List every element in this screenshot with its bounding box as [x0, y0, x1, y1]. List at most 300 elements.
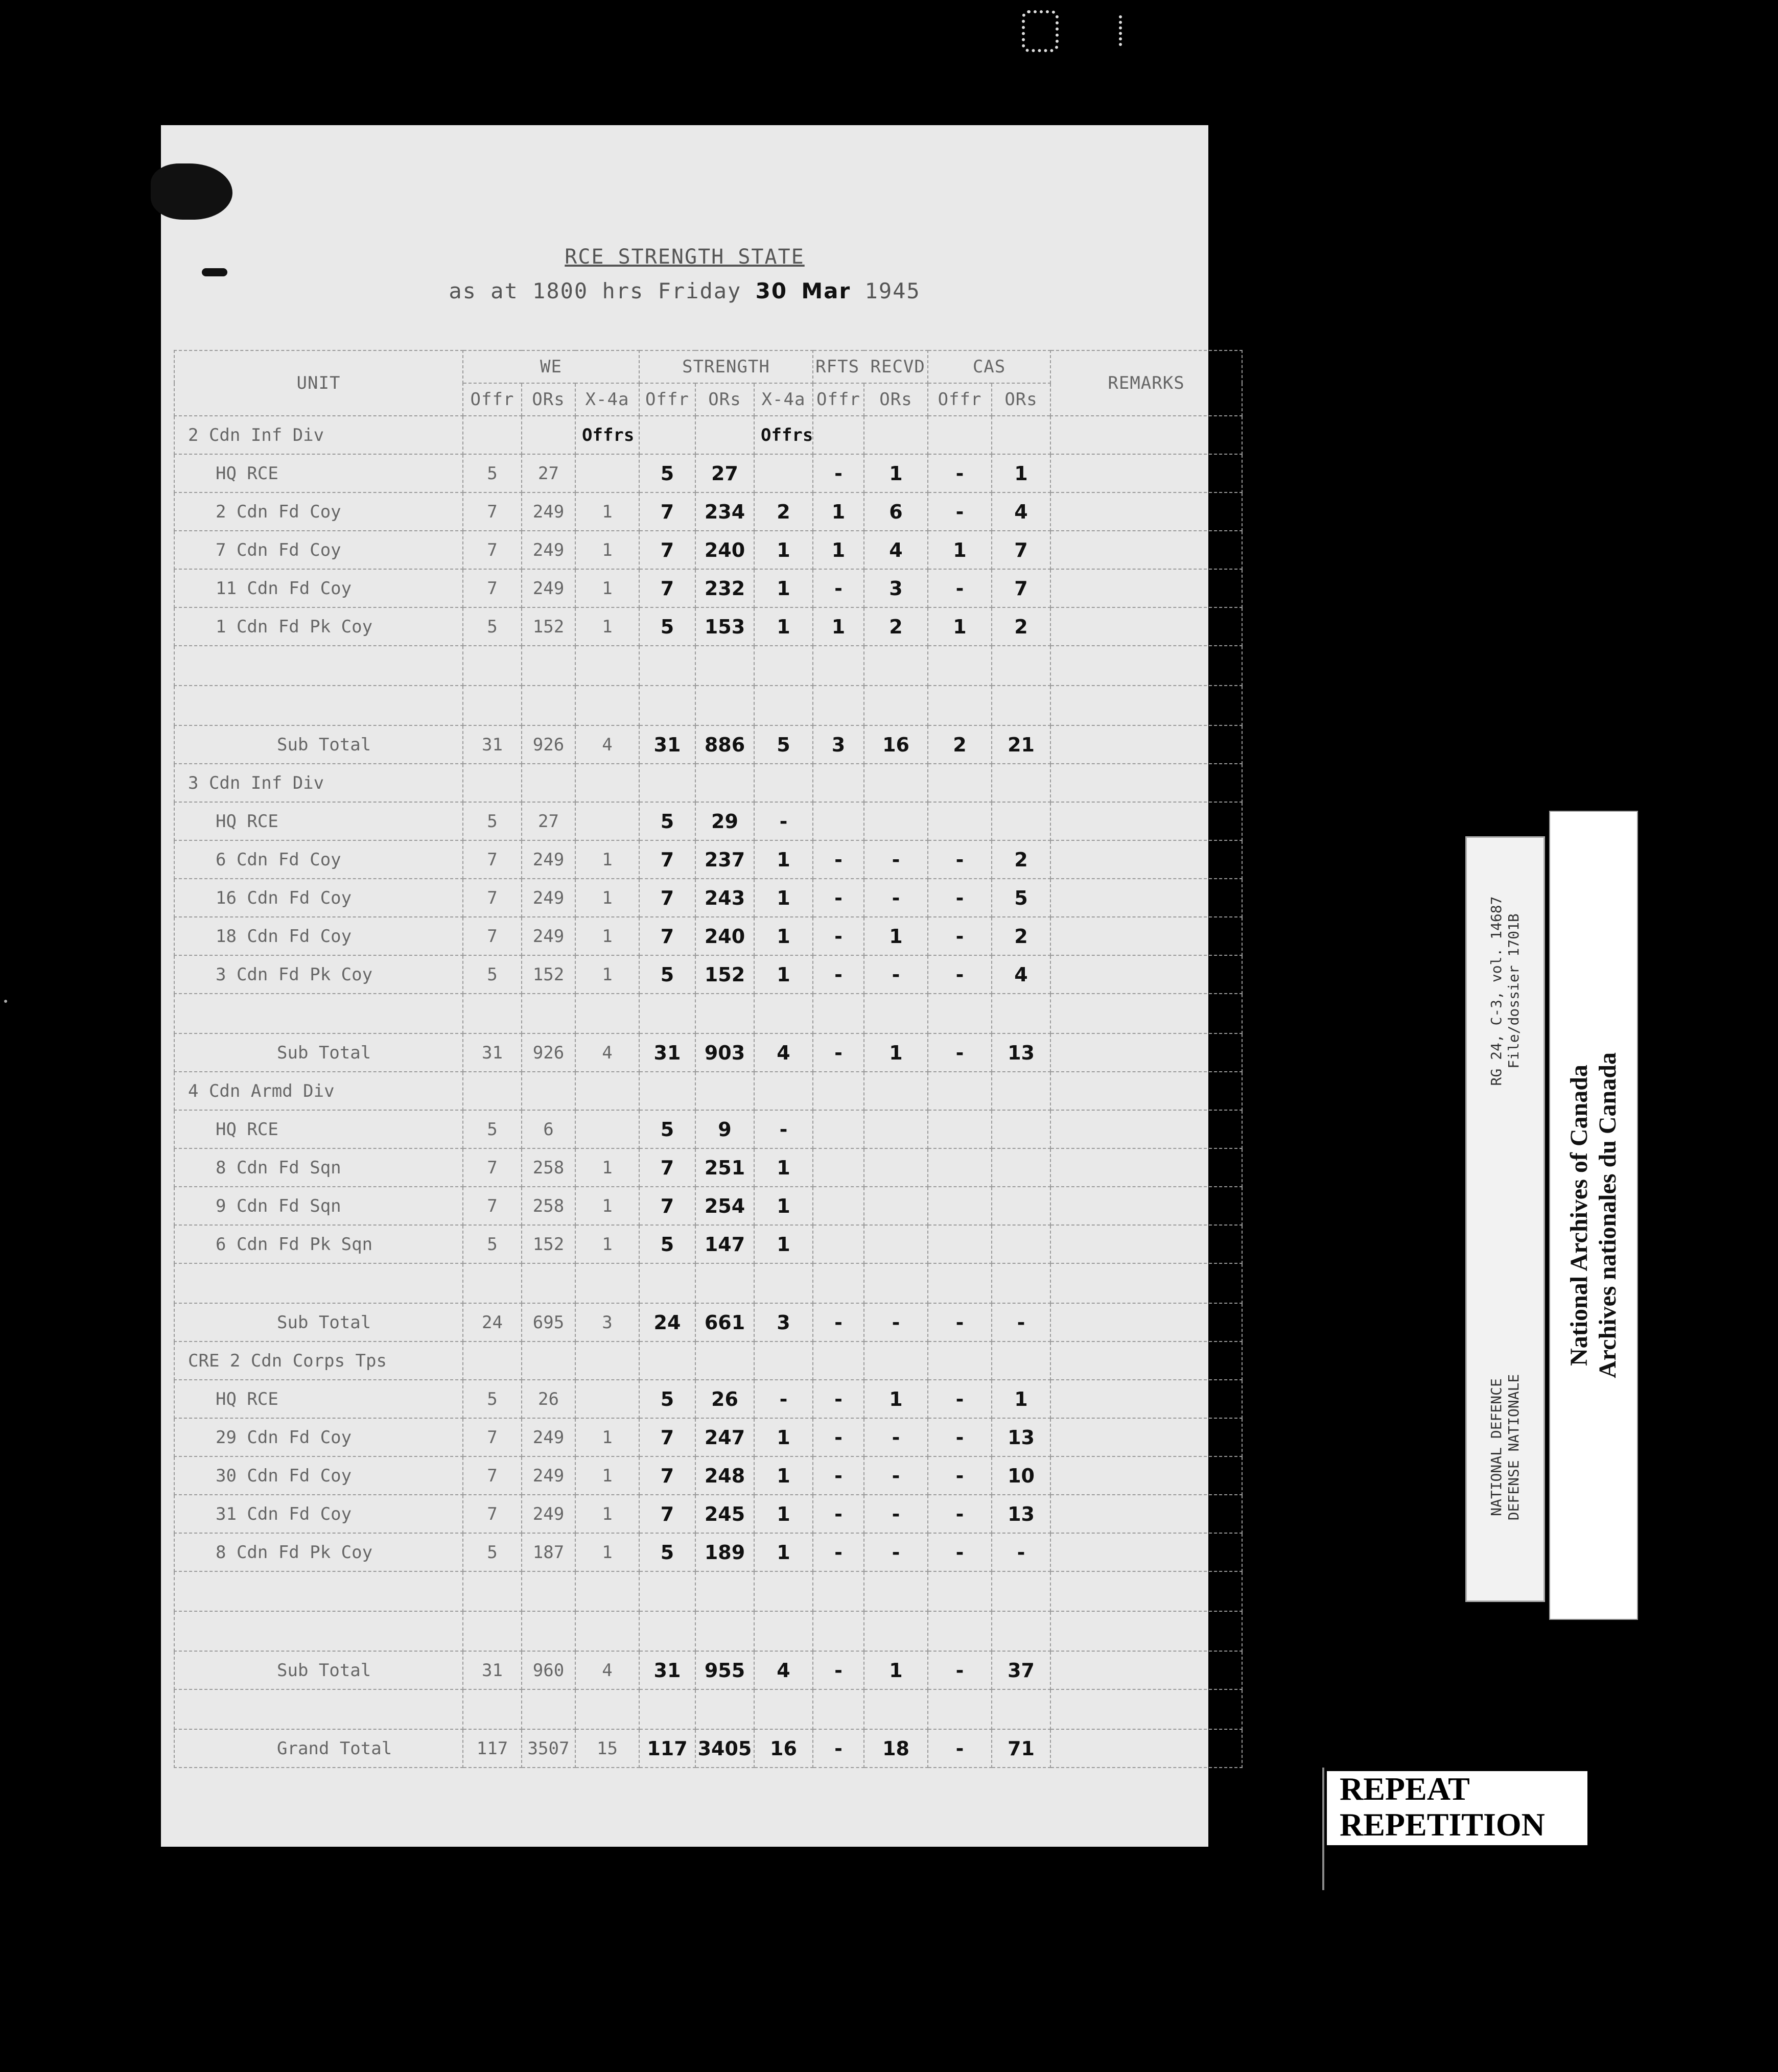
table-cell [754, 764, 813, 802]
table-cell: 5 [639, 607, 695, 646]
table-row [174, 1651, 1242, 1689]
table-row [174, 1380, 1242, 1418]
table-cell: - [928, 1495, 992, 1533]
table-cell: - [928, 1303, 992, 1341]
table-row [174, 492, 1242, 531]
table-cell [813, 1072, 864, 1110]
subheader-str-offr: Offr [639, 383, 695, 416]
unit-label: 9 Cdn Fd Sqn [174, 1187, 463, 1225]
table-cell [695, 1689, 754, 1729]
table-cell [813, 802, 864, 840]
table-cell: 5 [639, 454, 695, 492]
table-cell [992, 1571, 1050, 1611]
total-label: Sub Total [174, 1651, 463, 1689]
table-cell: 1 [575, 1187, 639, 1225]
table-cell [864, 802, 928, 840]
header-we: WE [463, 350, 639, 383]
table-cell [928, 1187, 992, 1225]
remarks-cell [1050, 879, 1242, 917]
table-cell: - [928, 1651, 992, 1689]
table-cell [928, 764, 992, 802]
unit-label: HQ RCE [174, 1380, 463, 1418]
table-cell: - [864, 1533, 928, 1571]
table-cell [813, 1571, 864, 1611]
table-row [174, 994, 1242, 1033]
table-cell: 7 [639, 1418, 695, 1456]
table-cell [463, 1072, 522, 1110]
table-cell [864, 1148, 928, 1187]
table-cell: 7 [639, 569, 695, 607]
table-cell: 117 [463, 1729, 522, 1768]
table-cell [463, 1689, 522, 1729]
table-cell: 27 [522, 454, 575, 492]
header-rfts-recvd: RFTS RECVD [813, 350, 928, 383]
table-cell [575, 646, 639, 686]
table-cell [813, 764, 864, 802]
table-cell [695, 764, 754, 802]
table-cell [992, 1187, 1050, 1225]
table-cell: 7 [463, 1148, 522, 1187]
table-cell: 2 [992, 607, 1050, 646]
table-cell: 1 [813, 607, 864, 646]
table-cell [992, 1263, 1050, 1303]
table-cell [864, 686, 928, 725]
subheader-rfts-ors: ORs [864, 383, 928, 416]
table-cell: - [928, 569, 992, 607]
document-date-line [161, 278, 1208, 303]
table-cell: 5 [463, 607, 522, 646]
table-cell: 7 [639, 917, 695, 955]
table-cell [864, 1611, 928, 1651]
subheader-rfts-offr: Offr [813, 383, 864, 416]
table-cell: 695 [522, 1303, 575, 1341]
table-cell [522, 1689, 575, 1729]
table-cell: 4 [575, 1651, 639, 1689]
subheader-str-x4a: X-4a [754, 383, 813, 416]
table-cell: - [864, 955, 928, 994]
table-cell: 24 [463, 1303, 522, 1341]
table-cell [575, 802, 639, 840]
table-row [174, 607, 1242, 646]
table-cell [928, 686, 992, 725]
table-cell: 1 [754, 531, 813, 569]
remarks-cell [1050, 802, 1242, 840]
table-cell: 258 [522, 1187, 575, 1225]
table-cell: 1 [575, 1225, 639, 1263]
table-cell: 1 [754, 1456, 813, 1495]
table-cell [639, 1263, 695, 1303]
remarks-cell [1050, 1263, 1242, 1303]
table-cell: 258 [522, 1148, 575, 1187]
table-cell [463, 1263, 522, 1303]
archive-ref-line2: File/dossier 1701B [1505, 913, 1522, 1069]
remarks-cell [1050, 607, 1242, 646]
table-cell [864, 1072, 928, 1110]
table-cell: 237 [695, 840, 754, 879]
table-cell: - [754, 802, 813, 840]
table-cell: 1 [575, 607, 639, 646]
table-cell: 1 [575, 840, 639, 879]
table-cell: 251 [695, 1148, 754, 1187]
table-cell: 926 [522, 1033, 575, 1072]
table-cell [695, 416, 754, 454]
table-cell [928, 1110, 992, 1148]
table-cell: 187 [522, 1533, 575, 1571]
table-cell: 31 [639, 1033, 695, 1072]
table-cell: 249 [522, 492, 575, 531]
table-cell [695, 1611, 754, 1651]
table-cell: 232 [695, 569, 754, 607]
header-cas: CAS [928, 350, 1050, 383]
table-cell [928, 1263, 992, 1303]
table-cell: 29 [695, 802, 754, 840]
remarks-cell [1050, 531, 1242, 569]
table-row [174, 1456, 1242, 1495]
table-cell: 5 [463, 454, 522, 492]
table-cell: 1 [575, 879, 639, 917]
table-cell: 1 [754, 1187, 813, 1225]
table-row [174, 1611, 1242, 1651]
table-cell [813, 1148, 864, 1187]
header-strength: STRENGTH [639, 350, 813, 383]
stamp-line2: REPETITION [1340, 1806, 1545, 1843]
table-cell: 249 [522, 569, 575, 607]
remarks-cell [1050, 416, 1242, 454]
table-cell: 240 [695, 531, 754, 569]
unit-label [174, 1689, 463, 1729]
table-cell: 1 [575, 955, 639, 994]
table-cell [813, 994, 864, 1033]
table-cell: - [813, 1033, 864, 1072]
table-cell: 886 [695, 725, 754, 764]
table-cell [639, 1689, 695, 1729]
table-cell [992, 1341, 1050, 1380]
subheader-we-ors: ORs [522, 383, 575, 416]
table-row [174, 1187, 1242, 1225]
table-cell [992, 1689, 1050, 1729]
table-cell [754, 1571, 813, 1611]
table-cell: 4 [754, 1651, 813, 1689]
table-cell: - [813, 955, 864, 994]
remarks-cell [1050, 1611, 1242, 1651]
table-row [174, 416, 1242, 454]
table-cell: 7 [463, 569, 522, 607]
remarks-cell [1050, 569, 1242, 607]
table-cell: 7 [463, 1418, 522, 1456]
table-cell: 254 [695, 1187, 754, 1225]
table-cell: 1 [754, 840, 813, 879]
table-cell [575, 686, 639, 725]
header-unit: UNIT [174, 350, 463, 416]
table-cell: 7 [463, 1456, 522, 1495]
remarks-cell [1050, 725, 1242, 764]
table-row [174, 1689, 1242, 1729]
table-cell [864, 994, 928, 1033]
table-cell: - [928, 879, 992, 917]
table-cell: - [864, 1418, 928, 1456]
table-cell [639, 1571, 695, 1611]
table-cell [575, 1263, 639, 1303]
table-cell: - [813, 917, 864, 955]
table-cell: 1 [864, 1033, 928, 1072]
table-cell: 31 [463, 1033, 522, 1072]
table-cell: 5 [639, 1533, 695, 1571]
table-cell [522, 686, 575, 725]
table-row [174, 1033, 1242, 1072]
table-cell [928, 1072, 992, 1110]
table-cell: 1 [864, 917, 928, 955]
table-cell: 21 [992, 725, 1050, 764]
table-cell [639, 416, 695, 454]
table-cell: 955 [695, 1651, 754, 1689]
archive-reference-card [1465, 836, 1545, 1602]
table-row [174, 764, 1242, 802]
table-cell: 10 [992, 1456, 1050, 1495]
remarks-cell [1050, 1110, 1242, 1148]
table-cell [754, 1689, 813, 1729]
table-cell: 5 [463, 955, 522, 994]
table-cell: 9 [695, 1110, 754, 1148]
table-cell [864, 1225, 928, 1263]
table-cell: - [813, 1729, 864, 1768]
table-cell: 7 [463, 492, 522, 531]
table-cell [928, 1225, 992, 1263]
film-marks [1017, 5, 1139, 56]
remarks-cell [1050, 1225, 1242, 1263]
table-cell: - [813, 569, 864, 607]
unit-label: 3 Cdn Fd Pk Coy [174, 955, 463, 994]
offrs-label: Offrs [754, 416, 813, 454]
table-cell: 31 [463, 725, 522, 764]
table-cell: - [813, 1303, 864, 1341]
table-row [174, 569, 1242, 607]
table-cell: 7 [463, 1187, 522, 1225]
table-row [174, 1495, 1242, 1533]
table-cell [813, 1187, 864, 1225]
table-cell: - [813, 1456, 864, 1495]
remarks-cell [1050, 1303, 1242, 1341]
table-cell [992, 686, 1050, 725]
table-cell: 13 [992, 1495, 1050, 1533]
table-cell [992, 994, 1050, 1033]
table-cell: 249 [522, 1495, 575, 1533]
table-cell: 1 [575, 569, 639, 607]
table-cell: - [754, 1110, 813, 1148]
table-cell: 234 [695, 492, 754, 531]
table-cell: 240 [695, 917, 754, 955]
table-cell: - [992, 1533, 1050, 1571]
title-text: RCE STRENGTH STATE [565, 245, 805, 269]
table-row [174, 531, 1242, 569]
table-cell: 661 [695, 1303, 754, 1341]
table-cell: 5 [463, 1110, 522, 1148]
table-cell [754, 1611, 813, 1651]
table-cell: 5 [639, 955, 695, 994]
table-cell [754, 686, 813, 725]
table-cell: 6 [864, 492, 928, 531]
table-cell: 2 [992, 917, 1050, 955]
table-cell [813, 1611, 864, 1651]
table-cell [754, 1072, 813, 1110]
archive-reference [1467, 838, 1543, 1144]
table-cell: 27 [522, 802, 575, 840]
unit-label: 6 Cdn Fd Coy [174, 840, 463, 879]
table-row [174, 1729, 1242, 1768]
table-cell: 1 [575, 492, 639, 531]
table-cell: 926 [522, 725, 575, 764]
table-cell [992, 1148, 1050, 1187]
table-cell: 7 [639, 531, 695, 569]
table-cell [463, 646, 522, 686]
remarks-cell [1050, 1571, 1242, 1611]
table-cell: 3507 [522, 1729, 575, 1768]
remarks-cell [1050, 764, 1242, 802]
table-cell: 7 [992, 569, 1050, 607]
table-cell: 71 [992, 1729, 1050, 1768]
table-cell: 1 [575, 1533, 639, 1571]
table-cell [575, 454, 639, 492]
total-label: Sub Total [174, 725, 463, 764]
table-cell [864, 1571, 928, 1611]
unit-label: 18 Cdn Fd Coy [174, 917, 463, 955]
table-cell: 2 [928, 725, 992, 764]
division-label: 2 Cdn Inf Div [174, 416, 463, 454]
table-row [174, 1303, 1242, 1341]
table-cell [928, 1148, 992, 1187]
unit-label [174, 1611, 463, 1651]
archive-ref-line1: RG 24, C-3, vol. 14687 [1488, 896, 1505, 1086]
subheader-str-ors: ORs [695, 383, 754, 416]
table-cell [928, 1611, 992, 1651]
table-cell [575, 764, 639, 802]
table-cell [813, 1341, 864, 1380]
table-cell: - [813, 1533, 864, 1571]
table-row [174, 1110, 1242, 1148]
table-cell: - [864, 1303, 928, 1341]
table-cell: 243 [695, 879, 754, 917]
table-cell [864, 1689, 928, 1729]
remarks-cell [1050, 454, 1242, 492]
unit-label: 1 Cdn Fd Pk Coy [174, 607, 463, 646]
table-cell: - [813, 1651, 864, 1689]
table-cell: - [992, 1303, 1050, 1341]
table-cell: 249 [522, 531, 575, 569]
remarks-cell [1050, 1729, 1242, 1768]
unit-label: 7 Cdn Fd Coy [174, 531, 463, 569]
table-row [174, 646, 1242, 686]
table-cell: 249 [522, 1418, 575, 1456]
unit-label: 2 Cdn Fd Coy [174, 492, 463, 531]
table-cell: - [928, 1456, 992, 1495]
remarks-cell [1050, 840, 1242, 879]
table-cell: 7 [463, 879, 522, 917]
table-cell [575, 1380, 639, 1418]
unit-label [174, 994, 463, 1033]
remarks-cell [1050, 1148, 1242, 1187]
table-cell: 189 [695, 1533, 754, 1571]
table-row [174, 1148, 1242, 1187]
table-cell: 153 [695, 607, 754, 646]
table-cell: 1 [813, 531, 864, 569]
table-cell: - [928, 1033, 992, 1072]
table-cell: 903 [695, 1033, 754, 1072]
nac-line2: Archives nationales du Canada [1594, 1052, 1621, 1378]
table-cell: 1 [575, 1495, 639, 1533]
table-cell [575, 1110, 639, 1148]
table-cell: 37 [992, 1651, 1050, 1689]
table-cell: 1 [754, 1225, 813, 1263]
table-cell: 1 [754, 955, 813, 994]
table-cell: 5 [639, 1380, 695, 1418]
table-cell: 4 [754, 1033, 813, 1072]
remarks-cell [1050, 1651, 1242, 1689]
stamp-line1: REPEAT [1340, 1771, 1470, 1807]
remarks-cell [1050, 1689, 1242, 1729]
table-cell: - [928, 492, 992, 531]
table-cell: 2 [754, 492, 813, 531]
remarks-cell [1050, 686, 1242, 725]
table-cell: 152 [522, 955, 575, 994]
table-cell [864, 764, 928, 802]
speck [4, 1000, 7, 1003]
unit-label: 11 Cdn Fd Coy [174, 569, 463, 607]
table-cell: 3 [575, 1303, 639, 1341]
table-cell [992, 802, 1050, 840]
table-cell: 7 [639, 1187, 695, 1225]
table-cell: 7 [639, 1148, 695, 1187]
remarks-cell [1050, 1033, 1242, 1072]
table-cell: 1 [575, 1418, 639, 1456]
table-cell: - [813, 1418, 864, 1456]
table-cell [864, 1187, 928, 1225]
table-cell [992, 764, 1050, 802]
table-cell [754, 646, 813, 686]
table-cell [463, 416, 522, 454]
national-archives-card [1549, 811, 1638, 1620]
table-row [174, 1533, 1242, 1571]
date-year: 1945 [864, 278, 921, 303]
table-cell: 1 [575, 1148, 639, 1187]
division-label: 3 Cdn Inf Div [174, 764, 463, 802]
table-cell: - [928, 840, 992, 879]
table-cell [522, 1263, 575, 1303]
table-cell [639, 1341, 695, 1380]
table-cell: - [928, 1729, 992, 1768]
table-cell: 1 [575, 917, 639, 955]
header-remarks: REMARKS [1050, 350, 1242, 416]
table-cell [754, 994, 813, 1033]
unit-label: HQ RCE [174, 454, 463, 492]
table-cell: 1 [864, 1651, 928, 1689]
table-cell: 16 [754, 1729, 813, 1768]
table-cell [992, 646, 1050, 686]
table-cell: 1 [754, 1418, 813, 1456]
table-cell: 1 [813, 492, 864, 531]
unit-label: 8 Cdn Fd Sqn [174, 1148, 463, 1187]
table-cell [463, 686, 522, 725]
registration-ring-mark [1022, 10, 1059, 52]
document-sheet [161, 125, 1208, 1847]
table-cell: 7 [463, 531, 522, 569]
table-cell: 1 [992, 454, 1050, 492]
table-cell: 152 [695, 955, 754, 994]
table-body [174, 416, 1242, 1768]
table-cell [639, 764, 695, 802]
remarks-cell [1050, 1187, 1242, 1225]
nac-line1: National Archives of Canada [1565, 1065, 1593, 1366]
table-cell [992, 1110, 1050, 1148]
table-cell: - [928, 454, 992, 492]
